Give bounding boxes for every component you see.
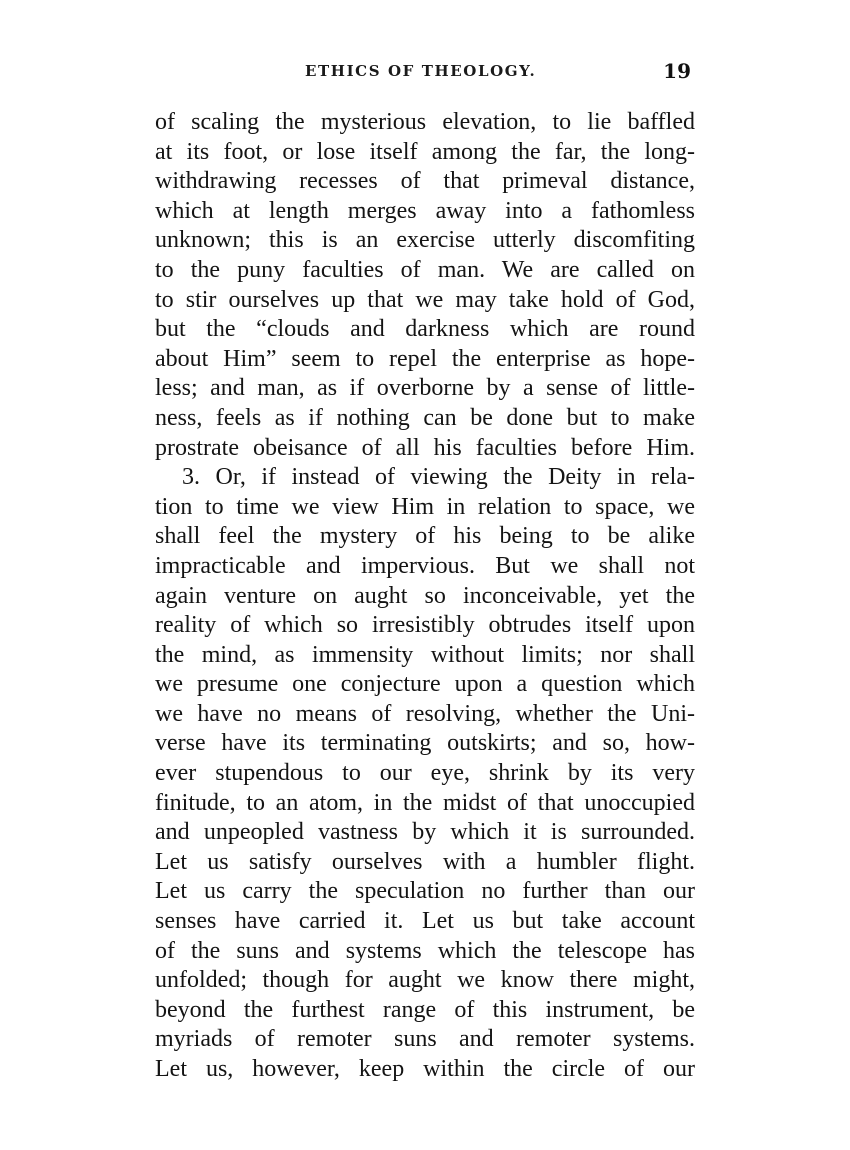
body-text — [155, 108, 695, 1085]
page-number: 19 — [663, 59, 691, 83]
text-line: less; and man, as if overborne by a sense of little- — [155, 375, 695, 402]
text-line: to the puny faculties of man. We are called on — [155, 256, 695, 283]
text-line: of the suns and systems which the telescope has — [155, 937, 695, 964]
text-line: and unpeopled vastness by which it is surrounded. — [155, 819, 695, 846]
text-line: verse have its terminating outskirts; and so, how- — [155, 730, 695, 757]
text-line: ever stupendous to our eye, shrink by its very — [155, 760, 695, 787]
text-line: unknown; this is an exercise utterly discomfiting — [155, 227, 695, 254]
text-line: finitude, to an atom, in the midst of that unoccupied — [155, 789, 695, 816]
text-line: myriads of remoter suns and remoter systems. — [155, 1026, 695, 1053]
text-line: we presume one conjecture upon a question which — [155, 671, 695, 698]
running-title: ETHICS OF THEOLOGY. — [305, 62, 537, 80]
running-head — [155, 59, 695, 88]
text-line: withdrawing recesses of that primeval distance, — [155, 168, 695, 195]
text-line: at its foot, or lose itself among the far, the long- — [155, 138, 695, 165]
text-line: reality of which so irresistibly obtrudes itself upon — [155, 612, 695, 639]
text-line: but the “clouds and darkness which are round — [155, 316, 695, 343]
text-line: unfolded; though for aught we know there might, — [155, 967, 695, 994]
text-line: tion to time we view Him in relation to space, we — [155, 493, 695, 520]
text-line: we have no means of resolving, whether the Uni- — [155, 700, 695, 727]
paragraph-start-line: 3. Or, if instead of viewing the Deity in rela- — [182, 464, 695, 491]
text-line: shall feel the mystery of his being to be alike — [155, 523, 695, 550]
text-line: Let us, however, keep within the circle of our — [155, 1056, 695, 1082]
text-line: ness, feels as if nothing can be done but to make — [155, 404, 695, 431]
text-line: Let us carry the speculation no further than our — [155, 878, 695, 905]
text-line: prostrate obeisance of all his faculties before Him. — [155, 434, 695, 461]
text-line: which at length merges away into a fathomless — [155, 197, 695, 224]
text-line: again venture on aught so inconceivable, yet the — [155, 582, 695, 609]
text-line: to stir ourselves up that we may take hold of God, — [155, 286, 695, 313]
text-line: beyond the furthest range of this instrument, be — [155, 996, 695, 1023]
text-line: the mind, as immensity without limits; nor shall — [155, 641, 695, 668]
text-line: about Him” seem to repel the enterprise as hope- — [155, 345, 695, 372]
text-line: Let us satisfy ourselves with a humbler flight. — [155, 848, 695, 875]
text-line: impracticable and impervious. But we shall not — [155, 552, 695, 579]
text-line: senses have carried it. Let us but take account — [155, 908, 695, 935]
text-line: of scaling the mysterious elevation, to lie baffled — [155, 109, 695, 135]
